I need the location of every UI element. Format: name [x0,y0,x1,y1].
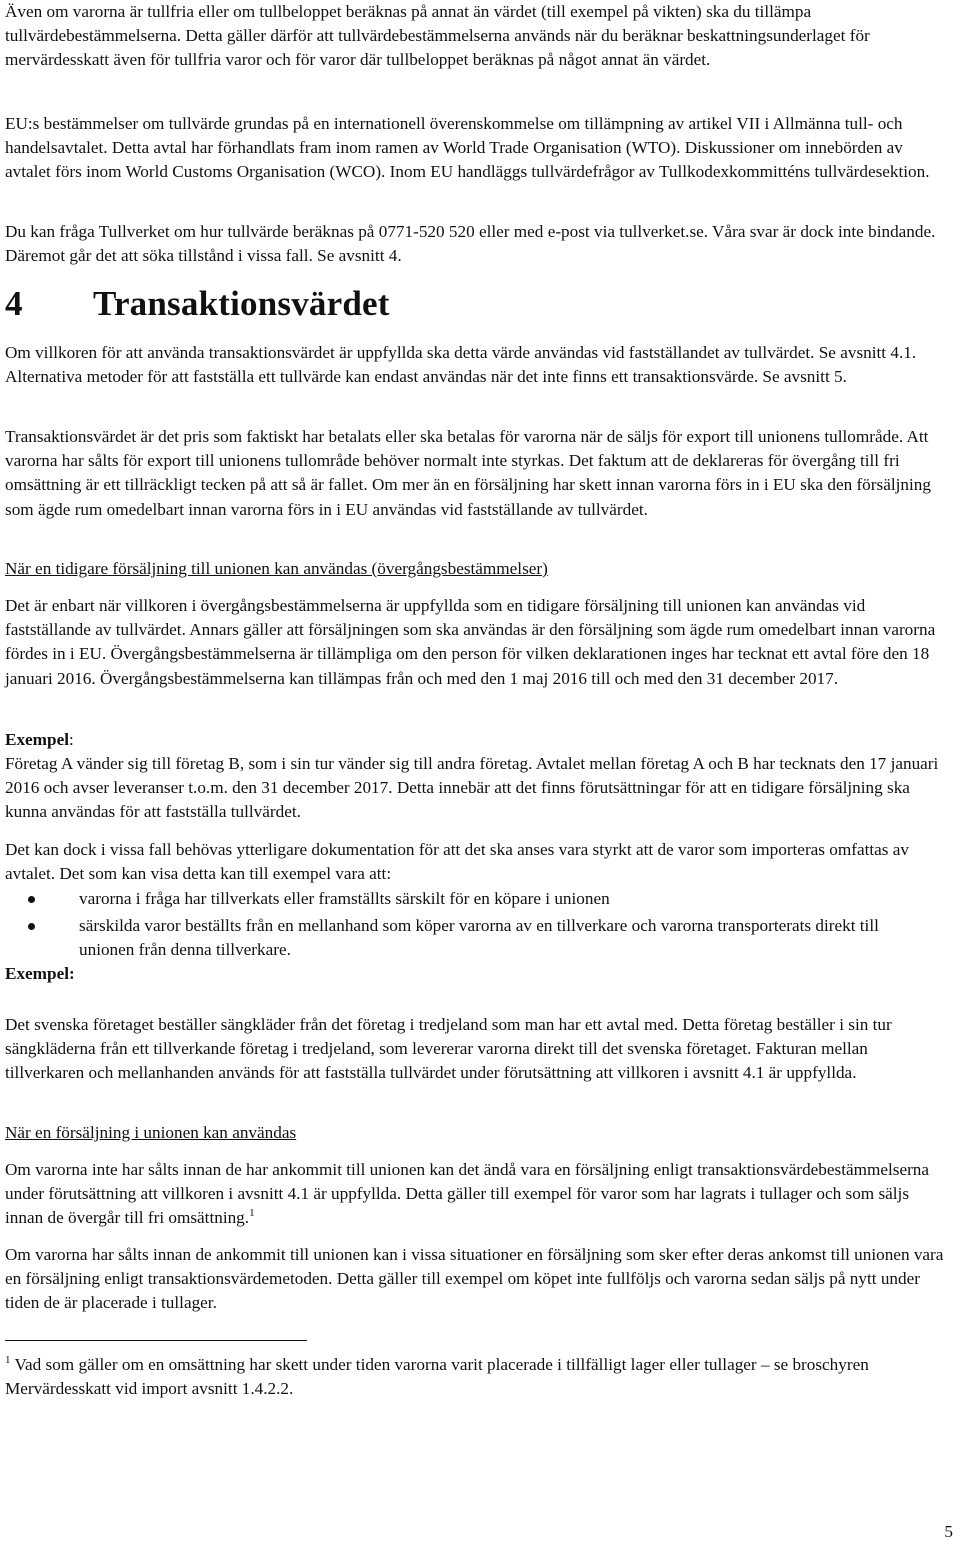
section-heading [5,284,390,324]
paragraph-eu-rules: EU:s bestämmelser om tullvärde grundas på en internationell överenskommelse om tillämpning av artikel VII i Allmänna tull- och handelsavtalet. Detta avtal har förhandlats fram inom ramen av World Trade Organisation (WTO). Diskussioner om innebörden av avtalet förs inom World Customs Organisation (WCO). Inom EU handläggs tullvärdefrågor av Tullkodexkommitténs tullvärdesektion. [5,114,930,182]
footnote-text: Vad som gäller om en omsättning har skett under tiden varorna varit placerade i tillfälligt lager eller tullager – se broschyren Mervärdesskatt vid import avsnitt 1.4.2.2. [5,1355,869,1399]
section-number: 4 [5,284,23,323]
paragraph-transitional-rules: Det är enbart när villkoren i övergångsbestämmelserna är uppfyllda som en tidigare försäljning till unionen kan användas vid fastställande av tullvärdet. Annars gäller att försäljningen som ska användas är den försäljning som ägde rum omedelbart innan varorna fördes in i EU. Övergångsbestämmelserna är tillämpliga om den person för vilken deklarationen inges har tecknat ett avtal före den 18 januari 2016. Övergångsbestämmelserna kan tillämpas från och med den 1 maj 2016 till och med den 31 december 2017. [5,596,936,688]
paragraph-intro: Även om varorna är tullfria eller om tullbeloppet beräknas på annat än värdet (till exempel på vikten) ska du tillämpa tullvärdebestämmelserna. Detta gäller därför att tullvärdebestämmelserna används när du beräknar beskattningsunderlaget för mervärdesskatt även för tullfria varor och för varor där tullbeloppet beräknas på något annat än värdet. [5,2,870,70]
paragraph-documentation: Det kan dock i vissa fall behövas ytterligare dokumentation för att det ska anses vara styrkt att de varor som importeras omfattas av avtalet. Det som kan visa detta kan till exempel vara att: [5,840,909,884]
footnote-number: 1 [5,1354,11,1366]
list-item: särskilda varor beställts från en mellanhand som köper varorna av en tillverkare och varorna transporterats direkt till unionen från denna tillverkare. [5,914,905,962]
page-number: 5 [944,1522,953,1541]
paragraph-transaction-value-definition: Transaktionsvärdet är det pris som faktiskt har betalats eller ska betalas för varorna när de säljs för export till unionens tullområde. Att varorna har sålts för export till unionens tullområde behöver normalt inte styrkas. Det faktum att de deklareras för övergång till fri omsättning är ett tillräckligt tecken på att så är fallet. Om mer än en försäljning har skett innan varorna förs in i EU ska den försäljning som ägde rum omedelbart innan varorna förs in i EU användas vid fastställande av tullvärdet. [5,427,931,519]
example-1-text: Företag A vänder sig till företag B, som i sin tur vänder sig till andra företag. Avtalet mellan företag A och B har tecknats den 17 januari 2016 och avser leveranser t.o.m. den 31 december 2017. Detta innebär att det finns förutsättningar för att en tidigare försäljning ska kunna användas för att fastställa tullvärdet. [5,754,939,822]
footnote-divider [5,1340,307,1341]
paragraph-transaction-value-use: Om villkoren för att använda transaktionsvärdet är uppfyllda ska detta värde användas vid fastställandet av tullvärdet. Se avsnitt 4.1. Alternativa metoder för att fastställa ett tullvärde kan endast användas när det inte finns ett transaktionsvärde. Se avsnitt 5. [5,343,917,387]
list-item: varorna i fråga har tillverkats eller framställts särskilt för en köpare i unionen [5,887,905,911]
example-2-label: Exempel: [5,964,75,983]
bullet-list [5,887,905,963]
example-1-label: Exempel: [5,730,74,749]
footnote-reference: 1 [249,1207,255,1220]
paragraph-sale-before-arrival: Om varorna har sålts innan de ankommit till unionen kan i vissa situationer en försäljning som sker efter deras ankomst till unionen vara en försäljning enligt transaktionsvärdemetoden. Detta gäller till exempel om köpet inte fullföljs och varorna sedan säljs på nytt under tiden de är placerade i tullager. [5,1245,944,1313]
paragraph-sale-in-union: Om varorna inte har sålts innan de har ankommit till unionen kan det ändå vara en försäljning enligt transaktionsvärdebestämmelserna under förutsättning att villkoren i avsnitt 4.1 är uppfyllda. Detta gäller till exempel för varor som har lagrats i tullager och som säljs innan de övergår till fri omsättning.$^1$ [5,1160,930,1228]
subheading-earlier-sale: När en tidigare försäljning till unionen kan användas (övergångsbestämmelser) [5,559,548,578]
subheading-union-sale: När en försäljning i unionen kan användas [5,1123,297,1142]
section-title: Transaktionsvärdet [93,284,390,323]
paragraph-contact: Du kan fråga Tullverket om hur tullvärde beräknas på 0771-520 520 eller med e-post via tullverket.se. Våra svar är dock inte bindande. Däremot går det att söka tillstånd i vissa fall. Se avsnitt 4. [5,222,936,266]
footnote [5,1353,955,1401]
example-2-text: Det svenska företaget beställer sängkläder från det företag i tredjeland som man har ett avtal med. Detta företag beställer i sin tur sängkläderna från ett tillverkande företag i tredjeland, som levererar varorna direkt till det svenska företaget. Fakturan mellan tillverkaren och mellanhanden används för att fastställa tullvärdet under förutsättning att villkoren i avsnitt 4.1 är uppfyllda. [5,1015,892,1083]
